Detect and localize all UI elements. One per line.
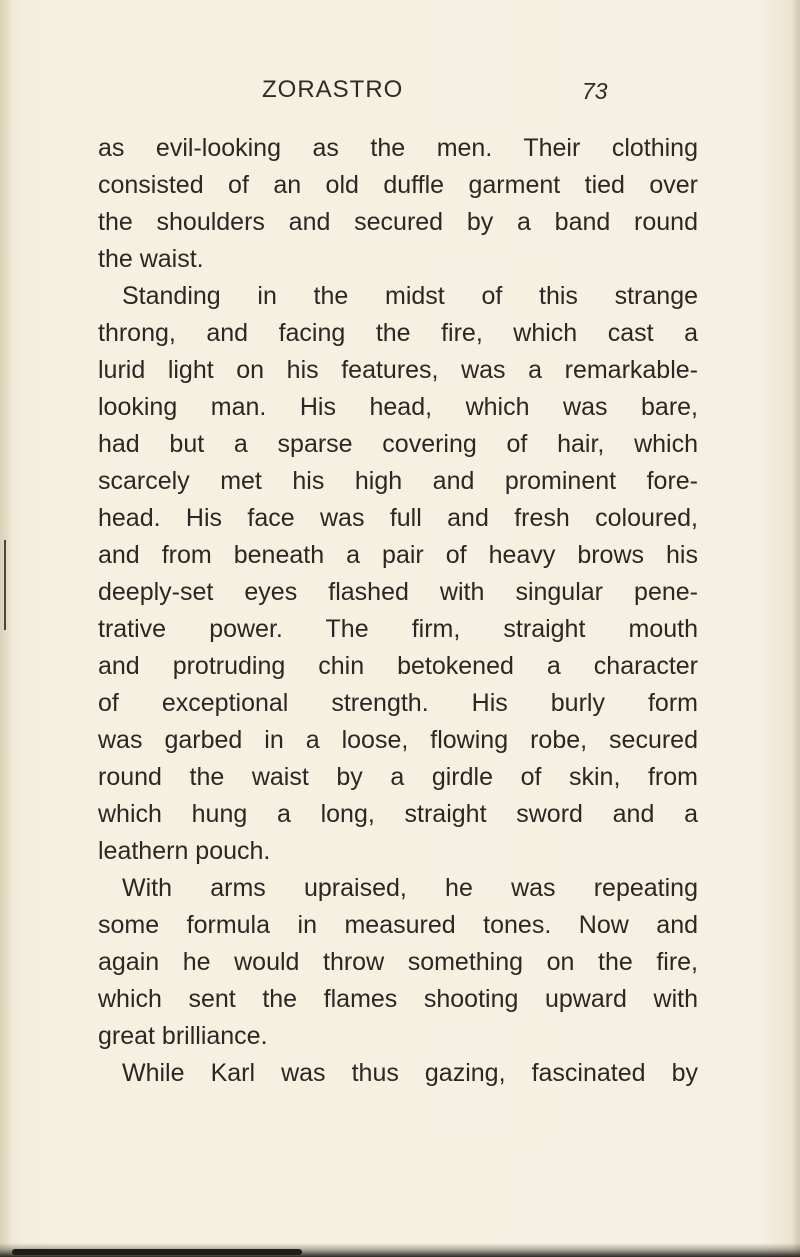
margin-mark (4, 540, 6, 630)
text-line: looking man. His head, which was bare, (98, 393, 698, 421)
text-line: leathern pouch. (98, 837, 271, 865)
page-header (0, 76, 800, 112)
text-line: head. His face was full and fresh coloured, (98, 504, 698, 532)
text-line: consisted of an old duffle garment tied over (98, 171, 698, 199)
text-line: While Karl was thus gazing, fascinated by (122, 1059, 698, 1087)
text-line: which sent the flames shooting upward with (98, 985, 698, 1013)
gutter-shadow (0, 0, 12, 1257)
body-text (98, 130, 698, 1092)
text-line: again he would throw something on the fire, (98, 948, 698, 976)
text-line: deeply-set eyes flashed with singular pene- (98, 578, 698, 606)
page-edge (792, 0, 800, 1257)
text-line: the shoulders and secured by a band round (98, 208, 698, 236)
text-line: trative power. The firm, straight mouth (98, 615, 698, 643)
text-line: the waist. (98, 245, 204, 273)
text-line: as evil-looking as the men. Their clothing (98, 134, 698, 162)
text-line: lurid light on his features, was a remarkable- (98, 356, 698, 384)
text-line: of exceptional strength. His burly form (98, 689, 698, 717)
text-line: which hung a long, straight sword and a (98, 800, 698, 828)
text-line: scarcely met his high and prominent fore- (98, 467, 698, 495)
text-line: some formula in measured tones. Now and (98, 911, 698, 939)
text-line: and from beneath a pair of heavy brows his (98, 541, 698, 569)
running-title: ZORASTRO (262, 76, 404, 103)
text-line: Standing in the midst of this strange (122, 282, 698, 310)
text-line: great brilliance. (98, 1022, 268, 1050)
text-line: had but a sparse covering of hair, which (98, 430, 698, 458)
text-line: was garbed in a loose, flowing robe, secured (98, 726, 698, 754)
page-number: 73 (582, 78, 608, 104)
text-line: throng, and facing the fire, which cast a (98, 319, 698, 347)
text-line: round the waist by a girdle of skin, from (98, 763, 698, 791)
scan-streak (12, 1249, 302, 1255)
text-line: With arms upraised, he was repeating (122, 874, 698, 902)
text-line: and protruding chin betokened a character (98, 652, 698, 680)
